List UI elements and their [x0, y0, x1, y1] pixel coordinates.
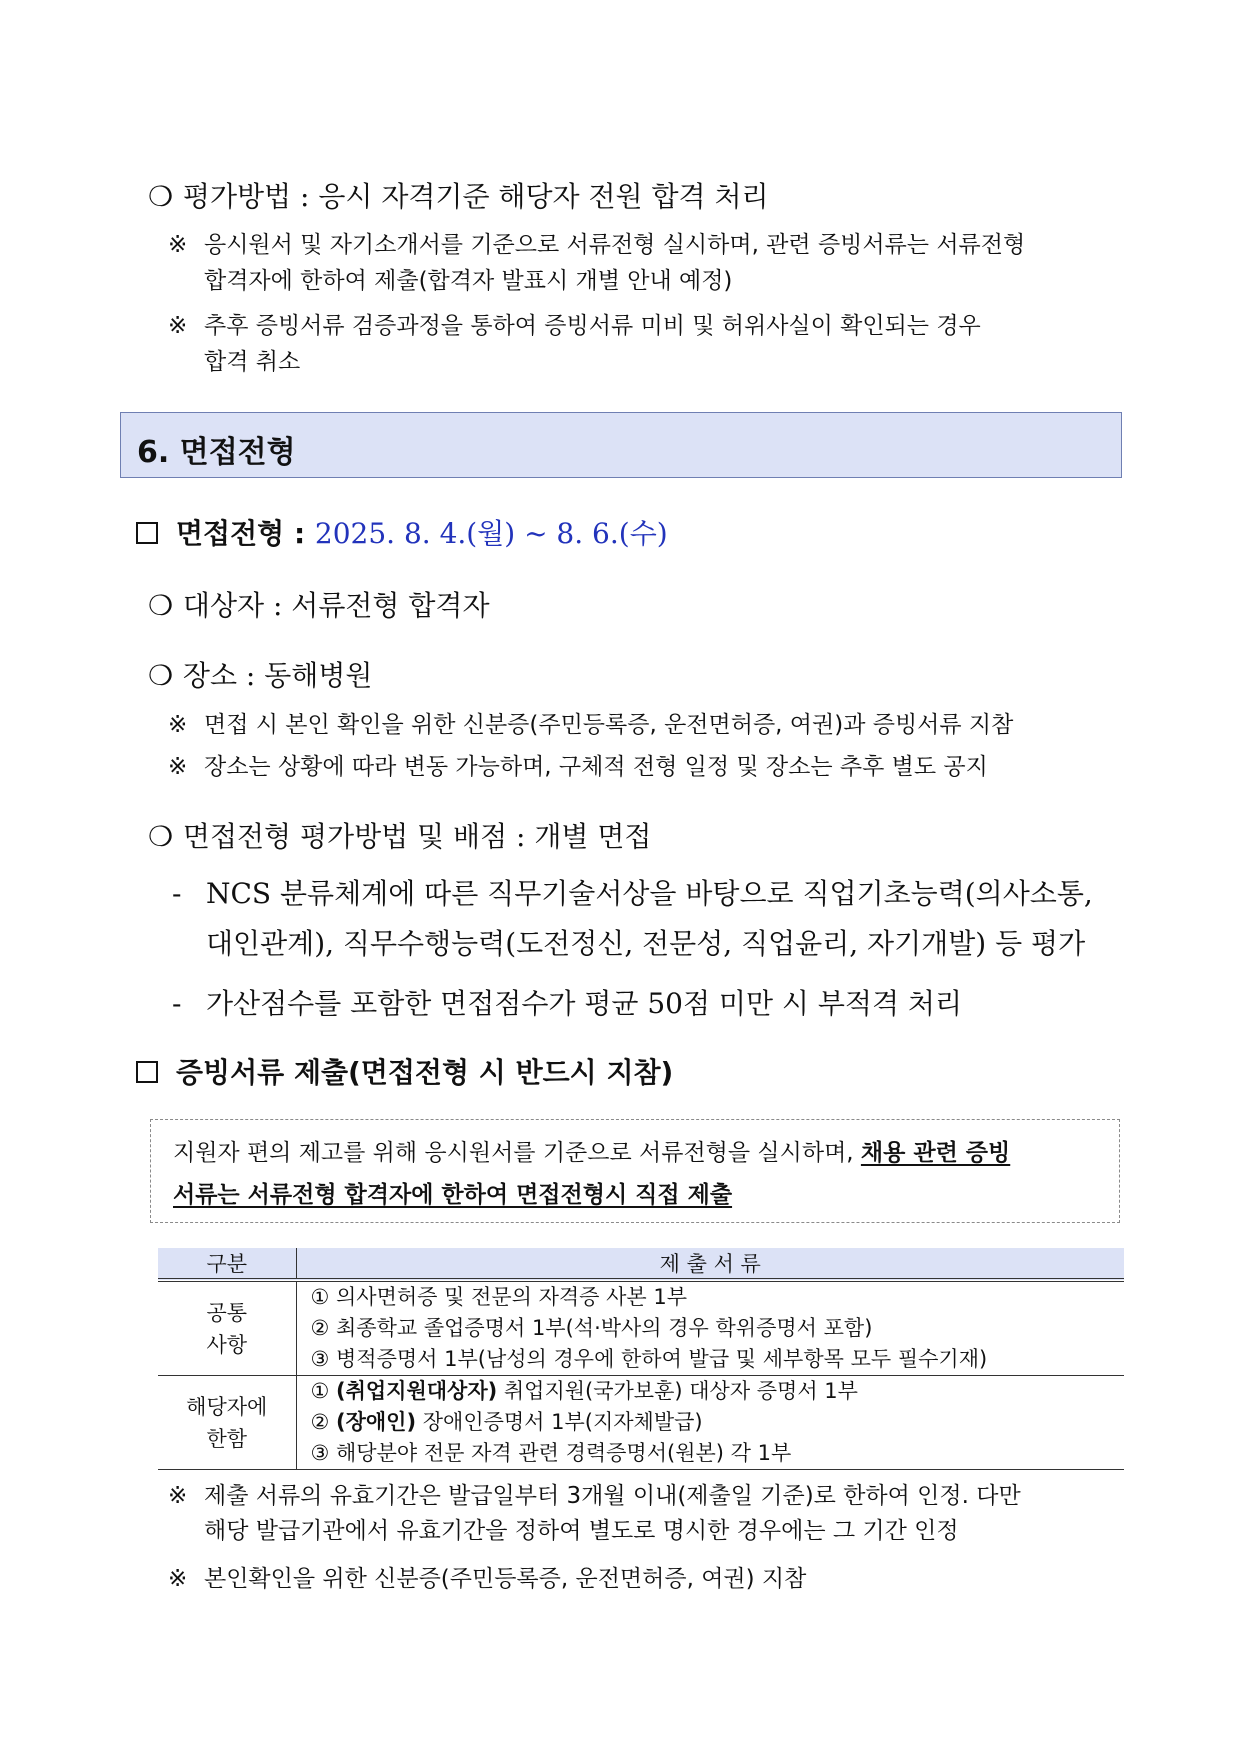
eval-note-1-line-1: ※ 응시원서 및 자기소개서를 기준으로 서류전형 실시하며, 관련 증빙서류는 서류전형 — [168, 232, 1026, 258]
circle-bullet-icon: ❍ — [148, 820, 174, 853]
table-header-category: 구분 — [158, 1248, 296, 1280]
docs-heading — [136, 1051, 673, 1091]
method-item-1-line-1: - NCS 분류체계에 따른 직무기술서상을 바탕으로 직업기초능력(의사소통, — [172, 877, 1093, 910]
document-item: ② (장애인) 장애인증명서 1부(지자체발급) — [310, 1410, 703, 1434]
category-cell: 해당자에 한함 — [158, 1376, 296, 1470]
reference-mark-icon: ※ — [168, 754, 188, 780]
checkbox-square-icon — [136, 522, 158, 544]
circle-bullet-icon: ❍ — [148, 659, 174, 692]
method-text: 면접전형 평가방법 및 배점 : 개별 면접 — [182, 820, 652, 853]
circle-bullet-icon: ❍ — [148, 589, 174, 622]
document-item: ① 의사면허증 및 전문의 자격증 사본 1부 — [310, 1285, 688, 1309]
checkbox-square-icon — [136, 1061, 158, 1083]
place-line — [148, 654, 372, 694]
reference-mark-icon: ※ — [168, 1483, 188, 1509]
interview-date: 2025. 8. 4.(월) ~ 8. 6.(수) — [314, 517, 668, 550]
items-cell — [296, 1280, 1124, 1376]
table-row — [158, 1280, 1124, 1376]
document-item: ① (취업지원대상자) 취업지원(국가보훈) 대상자 증명서 1부 — [310, 1379, 858, 1403]
eval-note-1-line-2: 합격자에 한하여 제출(합격자 발표시 개별 안내 예정) — [204, 268, 733, 294]
dash-bullet: - — [172, 877, 182, 910]
dash-bullet: - — [172, 987, 182, 1020]
items-cell — [296, 1376, 1124, 1470]
reference-mark-icon: ※ — [168, 1566, 188, 1592]
reference-mark-icon: ※ — [168, 712, 188, 738]
eval-note-2-line-2: 합격 취소 — [204, 349, 301, 375]
circle-bullet-icon: ❍ — [148, 180, 174, 213]
table-header-documents: 제 출 서 류 — [296, 1248, 1124, 1280]
footnote-1-line-1: ※ 제출 서류의 유효기간은 발급일부터 3개월 이내(제출일 기준)로 한하여 인정. 다만 — [168, 1483, 1021, 1509]
section-header — [120, 412, 1122, 478]
target-line — [148, 584, 490, 624]
document-item: ③ 병적증명서 1부(남성의 경우에 한하여 발급 및 세부항목 모두 필수기재) — [310, 1347, 988, 1371]
footnote-2: ※ 본인확인을 위한 신분증(주민등록증, 운전면허증, 여권) 지참 — [168, 1566, 807, 1592]
eval-method-line — [148, 175, 769, 215]
reference-mark-icon: ※ — [168, 232, 188, 258]
docs-title: 증빙서류 제출(면접전형 시 반드시 지참) — [176, 1056, 674, 1089]
interview-heading — [136, 512, 668, 552]
notice-emphasis: 채용 관련 증빙 — [860, 1140, 1011, 1166]
table-row — [158, 1376, 1124, 1470]
documents-table — [158, 1248, 1124, 1470]
place-text: 장소 : 동해병원 — [182, 659, 373, 692]
place-note-2: ※ 장소는 상황에 따라 변동 가능하며, 구체적 전형 일정 및 장소는 추후 별도 공지 — [168, 754, 988, 780]
notice-box: 지원자 편의 제고를 위해 응시원서를 기준으로 서류전형을 실시하며, 채용 관련 증빙 서류는 서류전형 합격자에 한하여 면접전형시 직접 제출 — [150, 1119, 1120, 1223]
eval-method-text: 평가방법 : 응시 자격기준 해당자 전원 합격 처리 — [182, 180, 769, 213]
document-item: ③ 해당분야 전문 자격 관련 경력증명서(원본) 각 1부 — [310, 1441, 792, 1465]
document-item: ② 최종학교 졸업증명서 1부(석·박사의 경우 학위증명서 포함) — [310, 1316, 873, 1340]
notice-emphasis-2: 서류는 서류전형 합격자에 한하여 면접전형시 직접 제출 — [173, 1182, 733, 1208]
method-item-1-line-2: 대인관계), 직무수행능력(도전정신, 전문성, 직업윤리, 자기개발) 등 평가 — [206, 927, 1086, 960]
section-title: 6. 면접전형 — [137, 435, 296, 470]
footnote-1-line-2: 해당 발급기관에서 유효기간을 정하여 별도로 명시한 경우에는 그 기간 인정 — [204, 1518, 959, 1544]
method-line — [148, 815, 651, 855]
reference-mark-icon: ※ — [168, 313, 188, 339]
method-item-2: - 가산점수를 포함한 면접점수가 평균 50점 미만 시 부적격 처리 — [172, 987, 962, 1020]
eval-note-2-line-1: ※ 추후 증빙서류 검증과정을 통하여 증빙서류 미비 및 허위사실이 확인되는 경우 — [168, 313, 981, 339]
target-text: 대상자 : 서류전형 합격자 — [182, 589, 490, 622]
place-note-1: ※ 면접 시 본인 확인을 위한 신분증(주민등록증, 운전면허증, 여권)과 증빙서류 지참 — [168, 712, 1014, 738]
category-cell: 공통 사항 — [158, 1280, 296, 1376]
interview-label: 면접전형 : — [176, 517, 315, 550]
